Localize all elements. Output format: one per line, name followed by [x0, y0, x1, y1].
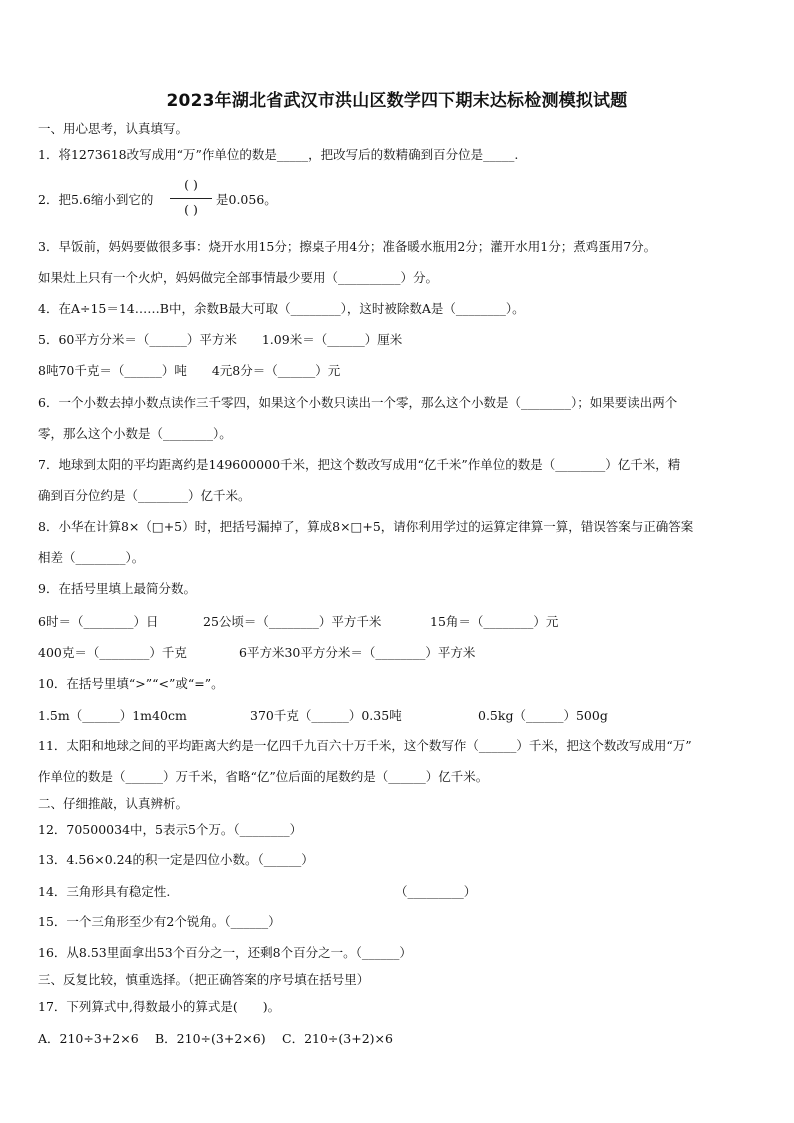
fraction-denominator-blank: ( ) — [184, 202, 198, 217]
question-13: 13．4.56×0.24的积一定是四位小数。（______） — [38, 852, 314, 867]
question-7-line-1: 7．地球到太阳的平均距离约是149600000千米，把这个数改写成用“亿千米”作单位的数是（________）亿千米，精 — [38, 457, 681, 472]
question-7-line-2: 确到百分位约是（________）亿千米。 — [38, 488, 251, 503]
question-17-stem: 17．下列算式中,得数最小的算式是( )。 — [38, 999, 281, 1014]
question-3-line-2: 如果灶上只有一个火炉，妈妈做完全部事情最少要用（__________）分。 — [38, 270, 439, 285]
section-heading-2: 二、仔细推敲，认真辨析。 — [38, 796, 189, 811]
question-17-option-a: A．210÷3+2×6 — [38, 1031, 139, 1046]
question-6-line-1: 6．一个小数去掉小数点读作三千零四，如果这个小数只读出一个零，那么这个小数是（________）；如果要读出两个 — [38, 395, 678, 410]
question-10-item-2: 370千克（______）0.35吨 — [250, 708, 402, 723]
fraction-bar — [170, 198, 212, 199]
fraction-blank — [170, 177, 212, 221]
section-heading-1: 一、用心思考，认真填写。 — [38, 121, 189, 136]
section-heading-3: 三、反复比较，慎重选择。（把正确答案的序号填在括号里） — [38, 972, 370, 987]
question-11-line-1: 11．太阳和地球之间的平均距离大约是一亿四千九百六十万千米，这个数写作（______）千米，把这个数改写成用“万” — [38, 738, 692, 753]
question-2-suffix: 是0.056。 — [216, 192, 277, 207]
question-8-line-2: 相差（________）。 — [38, 550, 145, 565]
question-1: 1．将1273618改写成用“万”作单位的数是_____，把改写后的数精确到百分位是_____. — [38, 147, 519, 162]
question-5-line-1: 5．60平方分米＝（______）平方米 1.09米＝（______）厘米 — [38, 332, 403, 347]
question-9-item-5: 6平方米30平方分米＝（________）平方米 — [239, 645, 476, 660]
question-9-item-4: 400克＝（________）千克 — [38, 645, 187, 660]
question-11-line-2: 作单位的数是（______）万千米，省略“亿”位后面的尾数约是（______）亿千米。 — [38, 769, 489, 784]
page-title: 2023年湖北省武汉市洪山区数学四下期末达标检测模拟试题 — [166, 91, 628, 111]
question-10-item-3: 0.5kg（______）500g — [478, 708, 608, 723]
question-10-item-1: 1.5m（______）1m40cm — [38, 708, 187, 723]
question-9-heading: 9．在括号里填上最简分数。 — [38, 581, 196, 596]
question-5-line-2: 8吨70千克＝（______）吨 4元8分＝（______）元 — [38, 363, 341, 378]
question-15: 15．一个三角形至少有2个锐角。（______） — [38, 914, 281, 929]
question-9-item-2: 25公顷＝（________）平方千米 — [203, 614, 382, 629]
question-9-item-3: 15角＝（________）元 — [430, 614, 559, 629]
question-14-answer-blank: （_________） — [395, 884, 477, 899]
question-14: 14．三角形具有稳定性. — [38, 884, 171, 899]
question-16: 16．从8.53里面拿出53个百分之一，还剩8个百分之一。（______） — [38, 945, 412, 960]
question-3-line-1: 3．早饭前，妈妈要做很多事：烧开水用15分；擦桌子用4分；准备暖水瓶用2分；灌开水用1分；煮鸡蛋用7分。 — [38, 239, 657, 254]
question-2-prefix: 2．把5.6缩小到它的 — [38, 192, 154, 207]
fraction-numerator-blank: ( ) — [184, 177, 198, 192]
question-10-heading: 10．在括号里填“>”“<”或“=”。 — [38, 676, 224, 691]
question-2 — [38, 177, 738, 221]
question-8-line-1: 8．小华在计算8×（□+5）时，把括号漏掉了，算成8×□+5，请你利用学过的运算定律算一算，错误答案与正确答案 — [38, 519, 694, 534]
question-6-line-2: 零，那么这个小数是（________）。 — [38, 426, 232, 441]
question-17-option-b: B．210÷(3+2×6) — [155, 1031, 266, 1046]
question-4: 4．在A÷15＝14……B中，余数B最大可取（________），这时被除数A是（________）。 — [38, 301, 525, 316]
question-9-item-1: 6时＝（________）日 — [38, 614, 159, 629]
question-17-option-c: C．210÷(3+2)×6 — [282, 1031, 393, 1046]
question-12: 12．70500034中，5表示5个万。（________） — [38, 822, 303, 837]
